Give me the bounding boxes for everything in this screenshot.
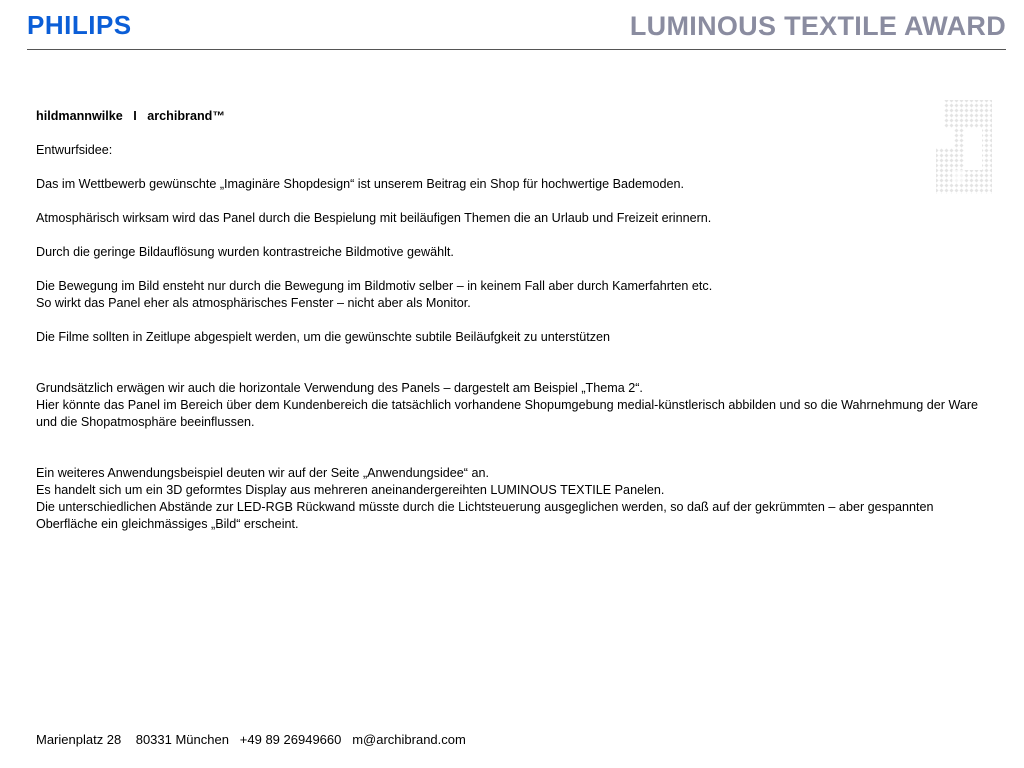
philips-logo: PHILIPS (27, 10, 132, 40)
paragraph (36, 142, 986, 159)
text-line: Die Bewegung im Bild ensteht nur durch die Bewegung im Bildmotiv selber – in keinem Fall aber durch Kamerfahrten etc. (36, 279, 713, 293)
paragraph (36, 244, 986, 261)
text-line: Ein weiteres Anwendungsbeispiel deuten wir auf der Seite „Anwendungsidee“ an. (36, 466, 489, 480)
paragraph (36, 380, 986, 431)
text-line: Entwurfsidee: (36, 143, 113, 157)
footer-contact: Marienplatz 28 80331 München +49 89 26949660 m@archibrand.com (36, 732, 466, 747)
paragraph (36, 176, 986, 193)
text-line: Die unterschiedlichen Abstände zur LED-RGB Rückwand müsste durch die Lichtsteuerung ausgeglichen werden, so daß auf der gekrümmten – aber gespannten Oberfläche ein gleichmässiges „Bild“ erscheint. (36, 500, 934, 531)
header-divider (27, 49, 1006, 50)
text-line: Es handelt sich um ein 3D geformtes Display aus mehreren aneinandergereihten LUMINOUS TEXTILE Panelen. (36, 483, 665, 497)
text-line: Grundsätzlich erwägen wir auch die horizontale Verwendung des Panels – dargestelt am Beispiel „Thema 2“. (36, 381, 643, 395)
text-line: So wirkt das Panel eher als atmosphärisches Fenster – nicht aber als Monitor. (36, 296, 471, 310)
paragraph (36, 278, 986, 312)
text-line: Die Filme sollten in Zeitlupe abgespielt werden, um die gewünschte subtile Beiläufgkeit zu unterstützen (36, 330, 611, 344)
paragraph (36, 210, 986, 227)
paragraph (36, 465, 986, 533)
text-line: Durch die geringe Bildauflösung wurden kontrastreiche Bildmotive gewählt. (36, 245, 454, 259)
text-line: Atmosphärisch wirksam wird das Panel durch die Bespielung mit beiläufigen Themen die an Urlaub und Freizeit erinnern. (36, 211, 712, 225)
text-line: Hier könnte das Panel im Bereich über dem Kundenbereich die tatsächlich vorhandene Shopumgebung medial-künstlerisch abbilden und so die Wahrnehmung der Ware und die Shopatmosphäre beeinflussen. (36, 398, 979, 429)
paragraph (36, 329, 986, 346)
content-area (36, 108, 986, 550)
authors-line: hildmannwilke I archibrand™ (36, 109, 225, 123)
award-title: LUMINOUS TEXTILE AWARD (629, 11, 1006, 41)
text-line: Das im Wettbewerb gewünschte „Imaginäre Shopdesign“ ist unserem Beitrag ein Shop für hochwertige Bademoden. (36, 177, 684, 191)
